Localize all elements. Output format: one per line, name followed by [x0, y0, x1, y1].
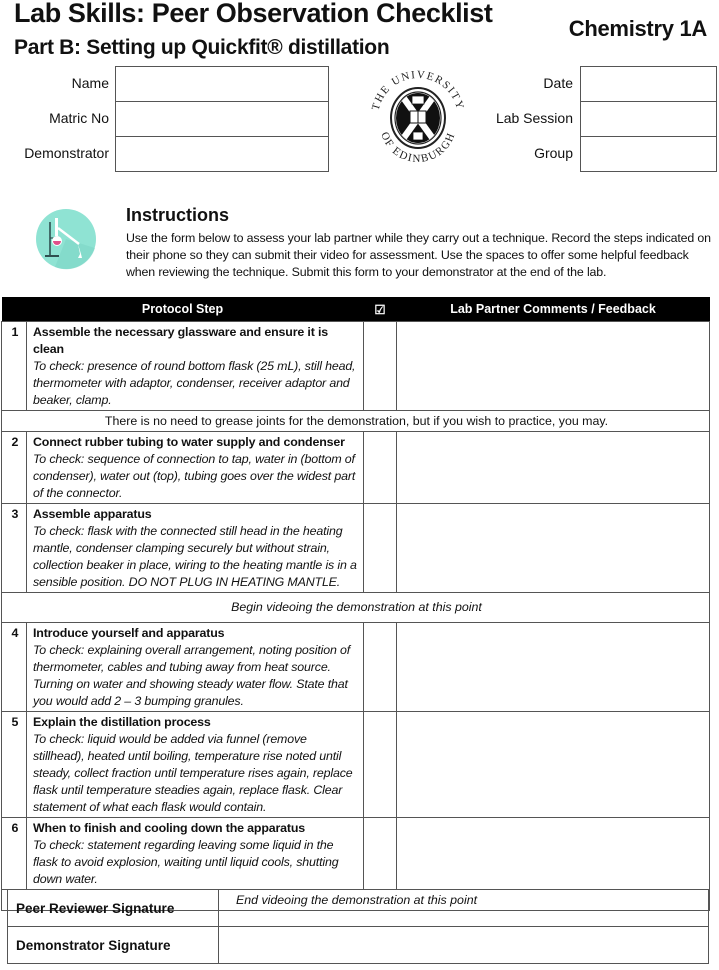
table-row — [2, 432, 710, 504]
step-comment-field[interactable] — [397, 432, 710, 504]
matric-no-field[interactable] — [116, 102, 328, 137]
step-title: Assemble apparatus — [33, 507, 152, 521]
step-title: Connect rubber tubing to water supply and condenser — [33, 435, 345, 449]
signature-row — [8, 890, 709, 927]
name-label: Name — [71, 75, 109, 91]
page-subtitle: Part B: Setting up Quickfit® distillation — [14, 36, 390, 59]
protocol-step-header: Protocol Step — [2, 297, 364, 322]
step-cell — [27, 322, 364, 411]
step-checkbox[interactable] — [364, 432, 397, 504]
group-label: Group — [534, 145, 573, 161]
step-detail: To check: statement regarding leaving some liquid in the flask to avoid explosion, waiting until liquid cools, shutting down water. — [33, 838, 339, 886]
begin-video-note: Begin videoing the demonstration at this point — [2, 593, 710, 623]
step-checkbox[interactable] — [364, 712, 397, 818]
step-cell — [27, 818, 364, 890]
step-title: When to finish and cooling down the apparatus — [33, 821, 306, 835]
step-cell — [27, 432, 364, 504]
demonstrator-field[interactable] — [116, 137, 328, 172]
note-row — [2, 411, 710, 432]
step-comment-field[interactable] — [397, 712, 710, 818]
comments-header: Lab Partner Comments / Feedback — [397, 297, 710, 322]
peer-reviewer-signature-field[interactable] — [219, 890, 709, 927]
table-row — [2, 504, 710, 593]
checkbox-header-icon: ☑ — [364, 297, 397, 322]
demonstrator-signature-field[interactable] — [219, 927, 709, 964]
step-cell — [27, 504, 364, 593]
step-detail: To check: presence of round bottom flask (25 mL), still head, thermometer with adaptor, condenser, receiver adaptor and beaker, clamp. — [33, 359, 356, 407]
table-row — [2, 818, 710, 890]
grease-note: There is no need to grease joints for the demonstration, but if you wish to practice, you may. — [2, 411, 710, 432]
step-title: Assemble the necessary glassware and ensure it is clean — [33, 325, 328, 356]
signatures-table — [7, 889, 709, 964]
step-number: 2 — [2, 432, 27, 504]
course-name: Chemistry 1A — [568, 16, 707, 41]
step-number: 6 — [2, 818, 27, 890]
step-number: 5 — [2, 712, 27, 818]
table-row — [2, 712, 710, 818]
step-cell — [27, 623, 364, 712]
demonstrator-signature-label: Demonstrator Signature — [8, 927, 219, 964]
step-checkbox[interactable] — [364, 322, 397, 411]
protocol-checklist-table — [1, 297, 710, 911]
distillation-apparatus-icon — [35, 208, 97, 270]
step-cell — [27, 712, 364, 818]
instructions-title: Instructions — [126, 205, 230, 225]
step-number: 3 — [2, 504, 27, 593]
step-comment-field[interactable] — [397, 504, 710, 593]
svg-text:THE UNIVERSITY: THE UNIVERSITY — [369, 68, 467, 112]
step-checkbox[interactable] — [364, 818, 397, 890]
signature-row — [8, 927, 709, 964]
table-header-row — [2, 297, 710, 322]
step-number: 4 — [2, 623, 27, 712]
step-detail: To check: sequence of connection to tap, water in (bottom of condenser), water out (top), tubing goes over the widest part of the connector. — [33, 452, 356, 500]
step-comment-field[interactable] — [397, 623, 710, 712]
instructions-text: Use the form below to assess your lab partner while they carry out a technique. Record the steps indicated on their phone so they can submit their video for assessment. Use the spaces to offer some helpful feedback when reviewing the technique. Submit this form to your demonstrator at the end of the lab. — [126, 231, 711, 279]
name-field[interactable] — [116, 67, 328, 102]
table-row — [2, 322, 710, 411]
demonstrator-label: Demonstrator — [24, 145, 109, 161]
step-detail: To check: liquid would be added via funnel (remove stillhead), heated until boiling, temperature rise noted until steady, collect fraction until temperature rises again, replace flask until temperature steadies again, replace flask. Clear statement of what each flask would contain. — [33, 732, 353, 814]
step-checkbox[interactable] — [364, 504, 397, 593]
step-checkbox[interactable] — [364, 623, 397, 712]
date-field[interactable] — [581, 67, 716, 102]
lab-session-field[interactable] — [581, 102, 716, 137]
table-row — [2, 623, 710, 712]
step-title: Introduce yourself and apparatus — [33, 626, 225, 640]
step-comment-field[interactable] — [397, 322, 710, 411]
step-title: Explain the distillation process — [33, 715, 211, 729]
page-title: Lab Skills: Peer Observation Checklist — [14, 0, 493, 28]
date-label: Date — [543, 75, 573, 91]
end-video-note: End videoing the demonstration at this point — [2, 890, 710, 911]
svg-text:OF EDINBURGH: OF EDINBURGH — [378, 130, 458, 166]
note-row — [2, 593, 710, 623]
step-detail: To check: flask with the connected still head in the heating mantle, condenser clamping securely but without strain, collection beaker in place, wiring to the heating mantle is in a sensible position. DO NOT PLUG IN HEATING MANTLE. — [33, 524, 357, 589]
session-details-boxes — [580, 66, 717, 172]
university-crest-icon — [368, 66, 468, 170]
matric-no-label: Matric No — [49, 110, 109, 126]
group-field[interactable] — [581, 137, 716, 172]
peer-reviewer-signature-label: Peer Reviewer Signature — [8, 890, 219, 927]
step-number: 1 — [2, 322, 27, 411]
step-comment-field[interactable] — [397, 818, 710, 890]
lab-session-label: Lab Session — [495, 110, 573, 126]
student-details-boxes — [115, 66, 329, 172]
step-detail: To check: explaining overall arrangement, noting position of thermometer, cables and tubing away from heat source. Turning on water and showing steady water flow. State that you would add 2 – 3 bumping granules. — [33, 643, 351, 708]
